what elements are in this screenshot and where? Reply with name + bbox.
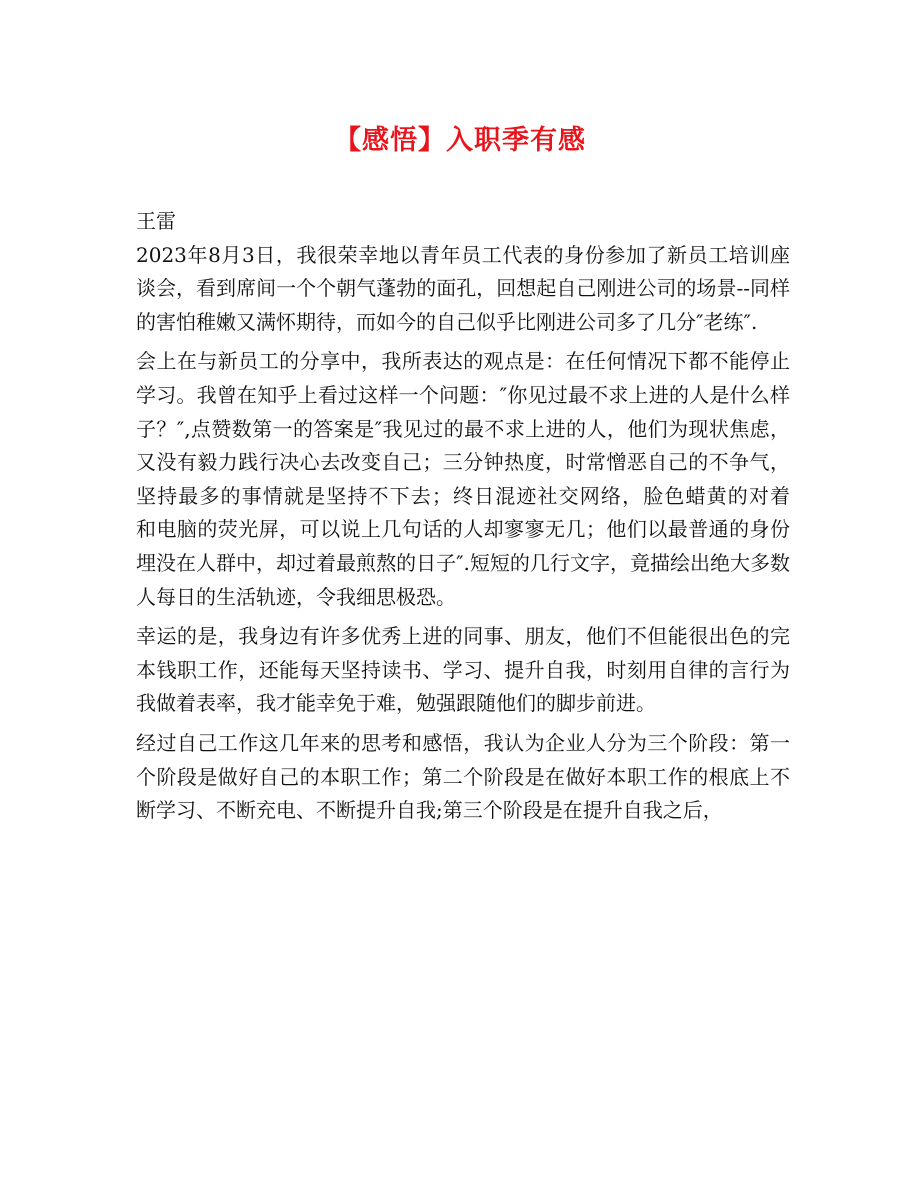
document-body	[136, 205, 816, 834]
paragraph-2: 会上在与新员工的分享中，我所表达的观点是：在任何情况下都不能停止学习。我曾在知乎上看过这样一个问题：″你见过最不求上进的人是什么样子？″,点赞数第一的答案是″我见过的最不求上进的人，他们为现状焦虑，又没有毅力践行决心去改变自己；三分钟热度，时常憎恶自己的不争气，坚持最多的事情就是坚持不下去；终日混迹社交网络，脸色蜡黄的对着 和电脑的荧光屏，可以说上几句话的人却寥寥无几；他们以最普通的身份埋没在人群中，却过着最煎熬的日子″.短短的几行文字，竟描绘出绝大多数人每日的生活轨迹，令我细思极恐。	[136, 349, 816, 609]
document-title: 【感悟】入职季有感	[334, 125, 586, 156]
paragraph-1: 2023年8月3日，我很荣幸地以青年员工代表的身份参加了新员工培训座谈会，看到席间一个个朝气蓬勃的面孔，回想起自己刚进公司的场景--同样的害怕稚嫩又满怀期待，而如今的自己似乎比刚进公司多了几分″老练″.	[136, 242, 790, 334]
author-name: 王雷	[136, 209, 176, 233]
paragraph-4: 经过自己工作这几年来的思考和感悟，我认为企业人分为三个阶段：第一个阶段是做好自己的本职工作；第二个阶段是在做好本职工作的根底上不断学习、不断充电、不断提升自我;第三个阶段是在提升自我之后，	[136, 730, 790, 823]
paragraph-3: 幸运的是，我身边有许多优秀上进的同事、朋友，他们不但能很出色的完本钱职工作，还能每天坚持读书、学习、提升自我，时刻用自律的言行为我做着表率，我才能幸免于难，勉强跟随他们的脚步前进。	[136, 624, 790, 716]
